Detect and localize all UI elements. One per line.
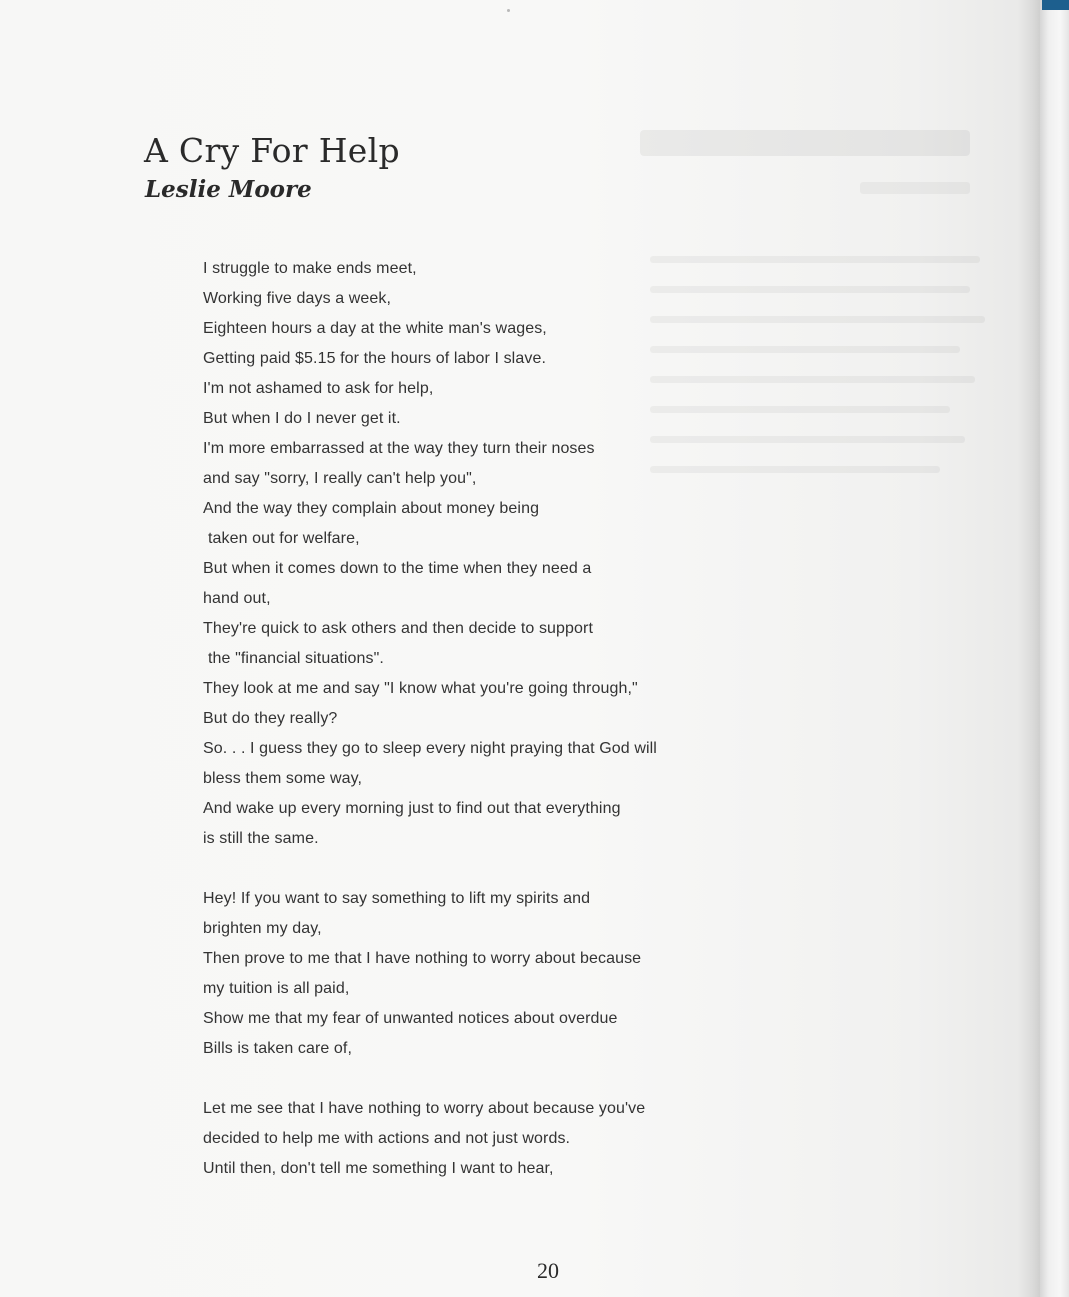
paper-speck	[507, 9, 510, 12]
page-gutter-shadow	[1018, 0, 1042, 1297]
poem-line: Until then, don't tell me something I want to hear,	[203, 1160, 554, 1177]
poem-line: is still the same.	[203, 830, 319, 847]
poem-line: decided to help me with actions and not just words.	[203, 1130, 571, 1147]
poem-line: my tuition is all paid,	[203, 980, 350, 997]
poem-body	[203, 254, 763, 1214]
book-page-edge	[1040, 0, 1069, 1297]
bleed-subtitle-shape	[860, 182, 970, 194]
poem-line: Let me see that I have nothing to worry about because you've	[203, 1100, 646, 1117]
poem-line: bless them some way,	[203, 770, 363, 787]
poem-line: Bills is taken care of,	[203, 1040, 353, 1057]
poem-line: hand out,	[203, 590, 271, 607]
poem-line: But when it comes down to the time when they need a	[203, 560, 592, 577]
poem-line: the "financial situations".	[208, 650, 384, 667]
poem-line: Hey! If you want to say something to lift my spirits and	[203, 890, 591, 907]
poem-author: Leslie Moore	[145, 176, 312, 203]
poem-line: I'm more embarrassed at the way they turn their noses	[203, 440, 595, 457]
background-blue-corner	[1042, 0, 1069, 10]
poem-line: They're quick to ask others and then decide to support	[203, 620, 594, 637]
poem-line: brighten my day,	[203, 920, 322, 937]
poem-line: and say "sorry, I really can't help you",	[203, 470, 477, 487]
poem-line: They look at me and say "I know what you're going through,"	[203, 680, 638, 697]
poem-line: taken out for welfare,	[208, 530, 360, 547]
page-number: 20	[537, 1258, 559, 1283]
stanza-1	[203, 254, 763, 854]
stanza-3	[203, 1094, 763, 1184]
poem-line: Getting paid $5.15 for the hours of labor I slave.	[203, 350, 546, 367]
poem-line: But when I do I never get it.	[203, 410, 401, 427]
bleed-title-shape	[640, 130, 970, 156]
poem-line: And wake up every morning just to find out that everything	[203, 800, 621, 817]
stanza-2	[203, 884, 763, 1064]
poem-line: I struggle to make ends meet,	[203, 260, 417, 277]
poem-title: A Cry For Help	[144, 131, 400, 170]
poem-line: But do they really?	[203, 710, 338, 727]
poem-line: Show me that my fear of unwanted notices about overdue	[203, 1010, 618, 1027]
poem-line: Then prove to me that I have nothing to worry about because	[203, 950, 642, 967]
poem-line: So. . . I guess they go to sleep every night praying that God will	[203, 740, 657, 757]
poem-line: I'm not ashamed to ask for help,	[203, 380, 434, 397]
poem-line: Eighteen hours a day at the white man's wages,	[203, 320, 547, 337]
poem-line: Working five days a week,	[203, 290, 392, 307]
poem-line: And the way they complain about money being	[203, 500, 540, 517]
